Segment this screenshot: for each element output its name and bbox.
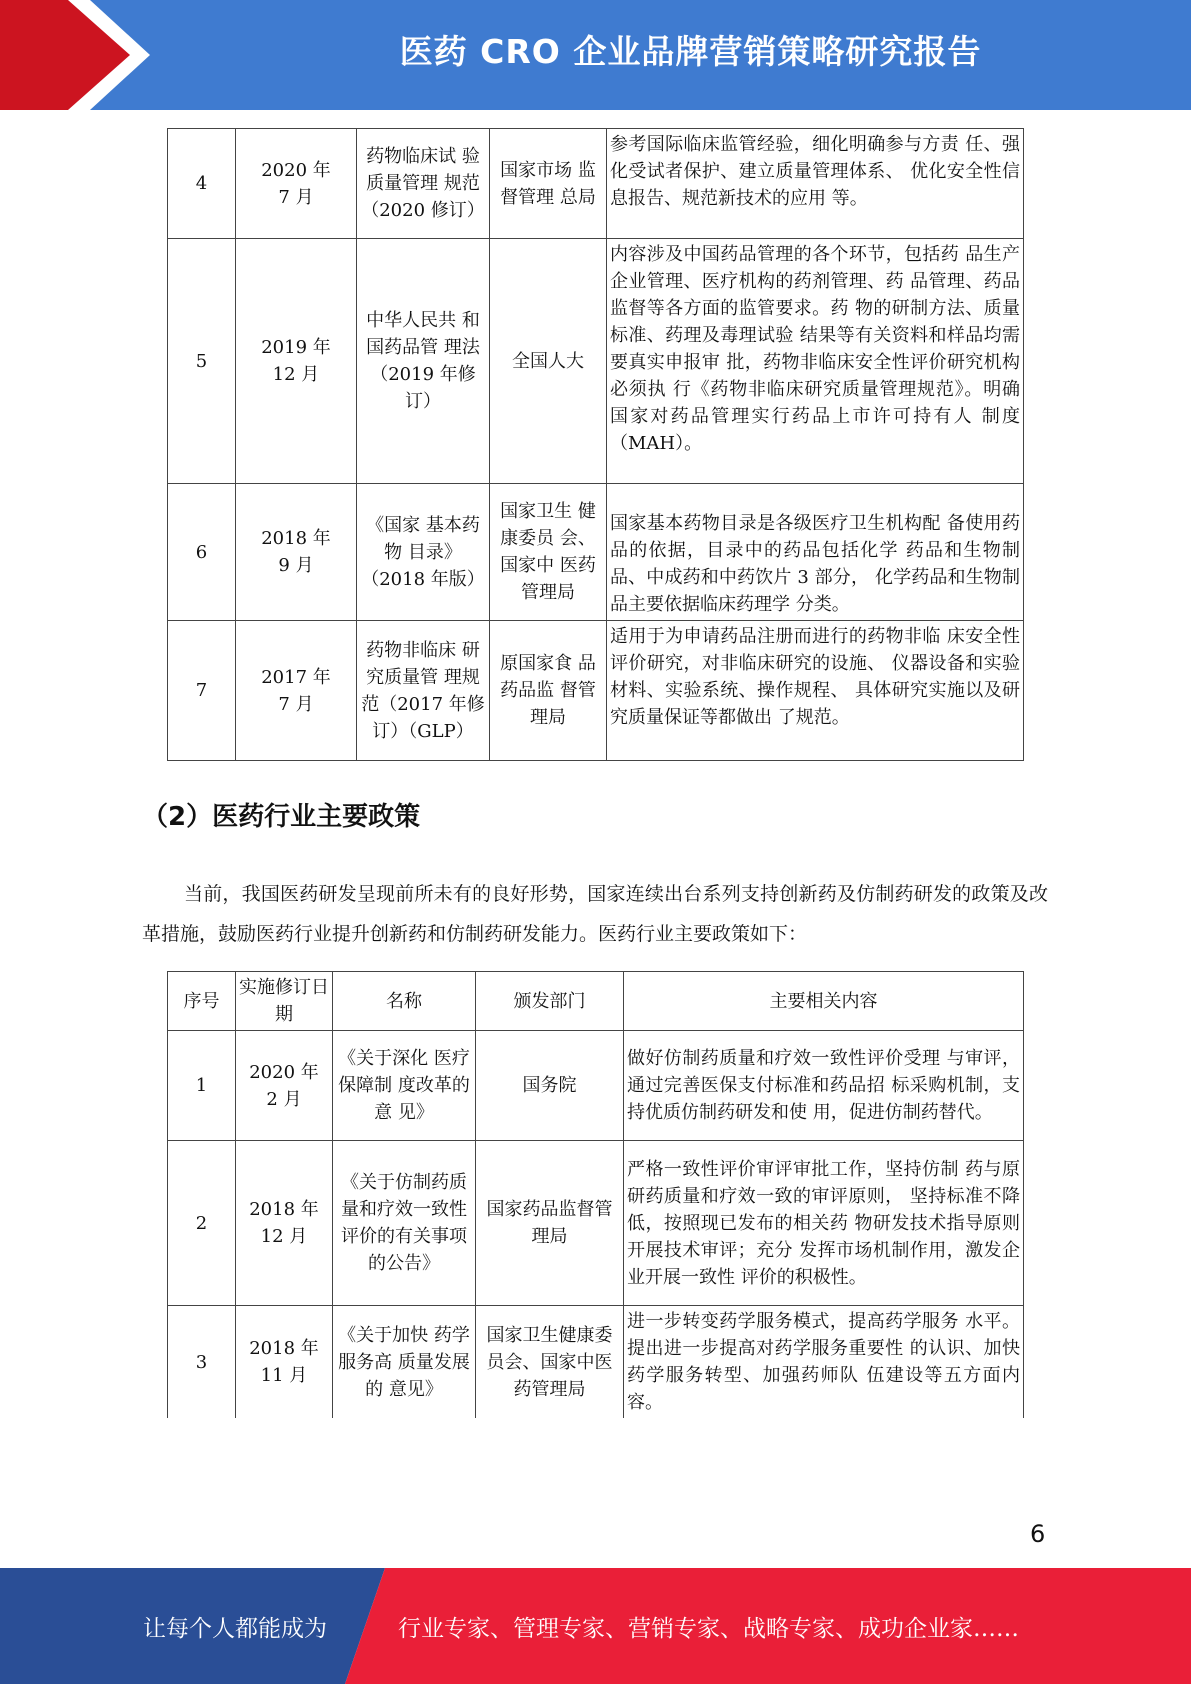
row-date: 2019 年 12 月 [236,239,357,484]
footer-slogan-left: 让每个人都能成为 [143,1616,327,1642]
row-content: 进一步转变药学服务模式，提高药学服务 水平。提出进一步提高对药学服务重要性 的认识、加快药学服务转型、加强药师队 伍建设等五方面内容。 [624,1306,1024,1419]
table-header-row [168,972,1024,1031]
header-name: 名称 [333,972,476,1031]
row-date: 2020 年 2 月 [236,1031,333,1141]
table-row [168,1031,1024,1141]
row-name: 《关于深化 医疗保障制 度改革的意 见》 [333,1031,476,1141]
table-row [168,129,1024,239]
header-content: 主要相关内容 [624,972,1024,1031]
row-no: 6 [168,484,236,621]
row-no: 2 [168,1141,236,1306]
page-footer [0,1568,1191,1684]
row-dept: 全国人大 [490,239,607,484]
row-date: 2018 年 12 月 [236,1141,333,1306]
regulation-table [167,128,1024,761]
row-name: 药物临床试 验质量管理 规范（2020 修订） [357,129,490,239]
row-no: 1 [168,1031,236,1141]
row-name: 中华人民共 和国药品管 理法（2019 年修订） [357,239,490,484]
row-content: 参考国际临床监管经验，细化明确参与方责 任、强化受试者保护、建立质量管理体系、 优化安全性信息报告、规范新技术的应用 等。 [607,129,1024,239]
page-header [0,0,1191,110]
row-dept: 国家药品监督管理局 [476,1141,624,1306]
row-date: 2020 年 7 月 [236,129,357,239]
row-content: 国家基本药物目录是各级医疗卫生机构配 备使用药品的依据，目录中的药品包括化学 药品和生物制品、中成药和中药饮片 3 部分， 化学药品和生物制品主要依据临床药理学 分类。 [607,484,1024,621]
body-paragraph: 当前，我国医药研发呈现前所未有的良好形势，国家连续出台系列支持创新药及仿制药研发的政策及改革措施，鼓励医药行业提升创新药和仿制药研发能力。医药行业主要政策如下： [142,883,1048,945]
row-name: 《国家 基本药物 目录》（2018 年版） [357,484,490,621]
row-content: 做好仿制药质量和疗效一致性评价受理 与审评，通过完善医保支付标准和药品招 标采购机制，支持优质仿制药研发和使 用，促进仿制药替代。 [624,1031,1024,1141]
row-no: 4 [168,129,236,239]
footer-slogan-right: 行业专家、管理专家、营销专家、战略专家、成功企业家…… [398,1616,1019,1642]
row-date: 2018 年 9 月 [236,484,357,621]
row-no: 5 [168,239,236,484]
page-number: 6 [1030,1520,1046,1548]
header-dept: 颁发部门 [476,972,624,1031]
row-no: 7 [168,621,236,761]
row-dept: 国家市场 监督管理 总局 [490,129,607,239]
row-dept: 原国家食 品药品监 督管理局 [490,621,607,761]
section-heading: （2）医药行业主要政策 [142,802,421,832]
row-date: 2018 年 11 月 [236,1306,333,1419]
row-name: 《关于加快 药学服务高 质量发展的 意见》 [333,1306,476,1419]
row-content: 适用于为申请药品注册而进行的药物非临 床安全性评价研究，对非临床研究的设施、 仪器设备和实验材料、实验系统、操作规程、 具体研究实施以及研究质量保证等都做出 了规范。 [607,621,1024,761]
row-dept: 国务院 [476,1031,624,1141]
row-content: 严格一致性评价审评审批工作，坚持仿制 药与原研药质量和疗效一致的审评原则， 坚持标准不降低，按照现已发布的相关药 物研发技术指导原则开展技术审评；充分 发挥市场机制作用，激发企业开展一致性 评价的积极性。 [624,1141,1024,1306]
table-row [168,1306,1024,1419]
policy-table [167,971,1024,1418]
header-no: 序号 [168,972,236,1031]
row-content: 内容涉及中国药品管理的各个环节，包括药 品生产企业管理、医疗机构的药剂管理、药 品管理、药品监督等各方面的监管要求。药 物的研制方法、质量标准、药理及毒理试验 结果等有关资料和样品均需要真实申报审 批，药物非临床安全性评价研究机构必须执 行《药物非临床研究质量管理规范》。明确 国家对药品管理实行药品上市许可持有人 制度（MAH）。 [607,239,1024,484]
table-row [168,1141,1024,1306]
table-row [168,621,1024,761]
row-date: 2017 年 7 月 [236,621,357,761]
row-name: 《关于仿制药质量和疗效一致性评价的有关事项的公告》 [333,1141,476,1306]
table-row [168,239,1024,484]
row-dept: 国家卫生 健康委员 会、国家中 医药管理局 [490,484,607,621]
table-row [168,484,1024,621]
row-name: 药物非临床 研究质量管 理规范（2017 年修订）（GLP） [357,621,490,761]
row-dept: 国家卫生健康委员会、国家中医药管理局 [476,1306,624,1419]
header-date: 实施修订日期 [236,972,333,1031]
report-title: 医药 CRO 企业品牌营销策略研究报告 [399,32,982,71]
row-no: 3 [168,1306,236,1419]
